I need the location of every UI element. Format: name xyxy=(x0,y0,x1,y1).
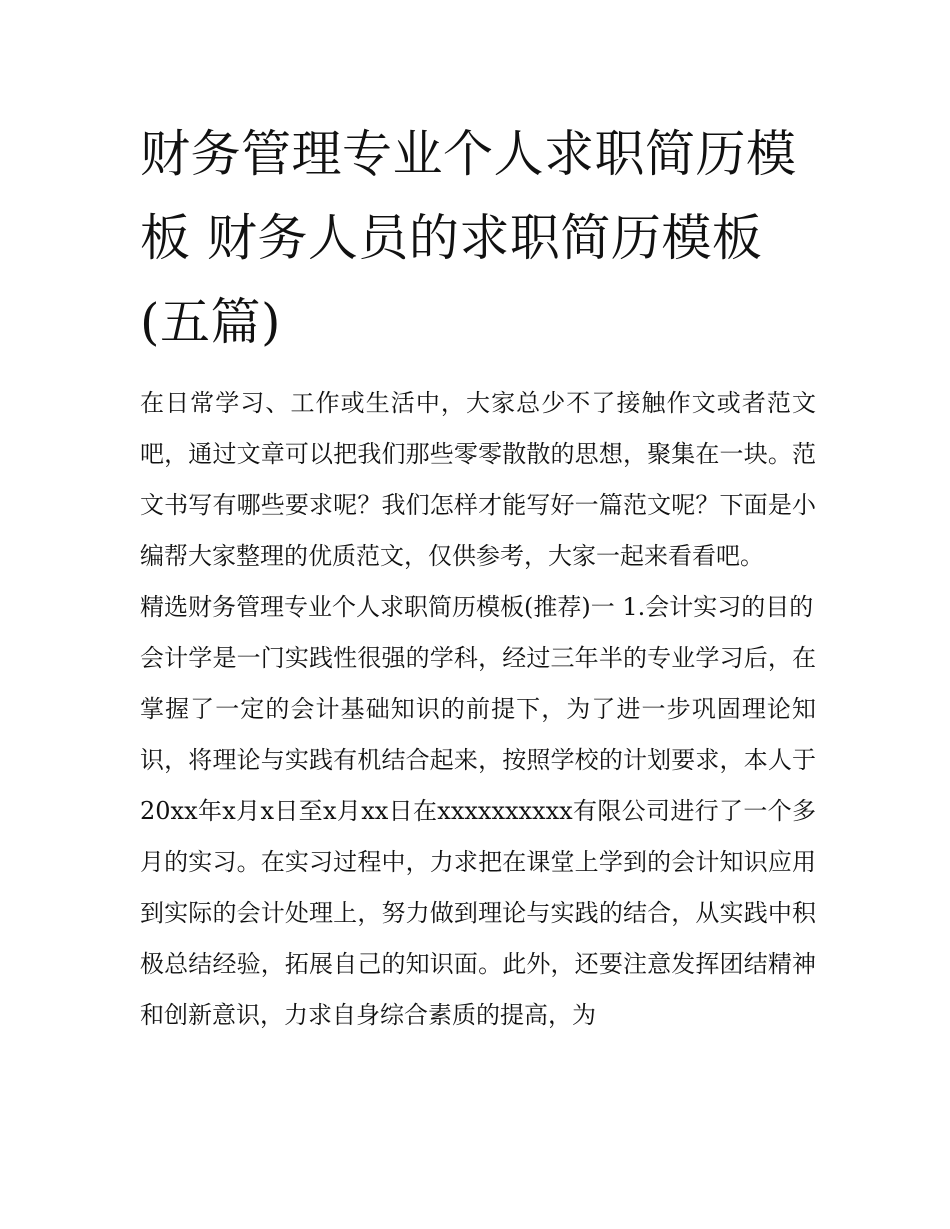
section-heading: 精选财务管理专业个人求职简历模板(推荐)一 1.会计实习的目的 xyxy=(140,593,814,621)
document-title: 财务管理专业个人求职简历模板 财务人员的求职简历模板(五篇) xyxy=(140,125,797,351)
body-paragraph: 会计学是一门实践性很强的学科，经过三年半的专业学习后，在掌握了一定的会计基础知识的前提下，为了进一步巩固理论知识，将理论与实践有机结合起来，按照学校的计划要求，本人于20xx年x月x日至x月xx日在xxxxxxxxxx有限公司进行了一个多月的实习。在实习过程中，力求把在课堂上学到的会计知识应用到实际的会计处理上，努力做到理论与实践的结合，从实践中积极总结经验，拓展自己的知识面。此外，还要注意发挥团结精神和创新意识，力求自身综合素质的提高，为 xyxy=(140,644,816,1029)
intro-paragraph: 在日常学习、工作或生活中，大家总少不了接触作文或者范文吧，通过文章可以把我们那些零零散散的思想，聚集在一块。范文书写有哪些要求呢？我们怎样才能写好一篇范文呢？下面是小编帮大家整理的优质范文，仅供参考，大家一起来看看吧。 xyxy=(140,389,816,570)
document-content xyxy=(140,112,816,1041)
